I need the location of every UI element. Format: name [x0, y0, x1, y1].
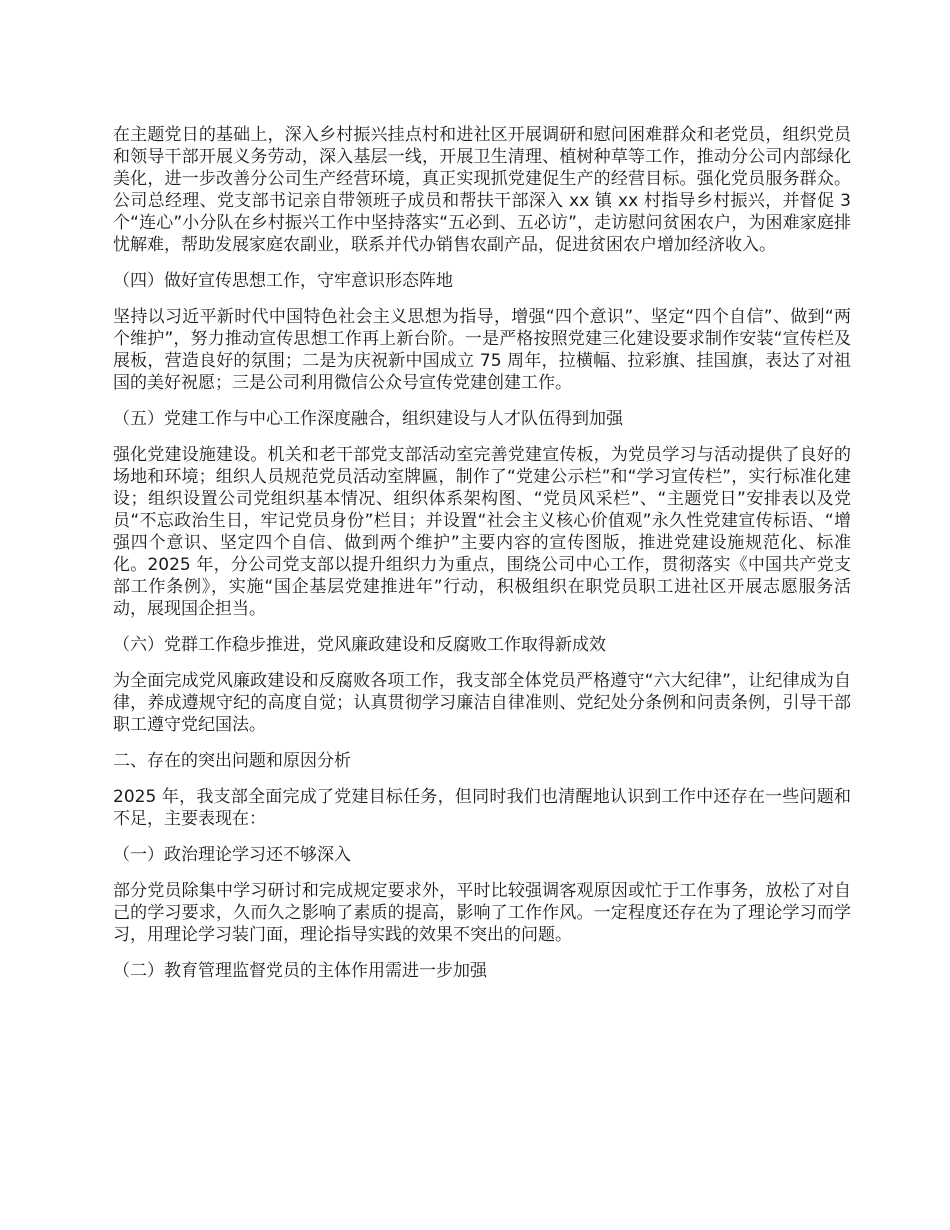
paragraph-theory-study: 部分党员除集中学习研讨和完成规定要求外，平时比较强调客观原因或忙于工作事务，放松了对自己的学习要求，久而久之影响了素质的提高，影响了工作作风。一定程度还存在为了理论学习而学习，用理论学习装门面，理论指导实践的效果不突出的问题。 — [113, 881, 851, 945]
paragraph-propaganda-work: 坚持以习近平新时代中国特色社会主义思想为指导，增强“四个意识”、坚定“四个自信”、做到“两个维护”，努力推动宣传思想工作再上新台阶。一是严格按照党建三化建设要求制作安装“宣传栏及展板，营造良好的氛围；二是为庆祝新中国成立 75 周年，拉横幅、拉彩旗、挂国旗，表达了对祖国的美好祝愿；三是公司利用微信公众号宣传党建创建工作。 — [113, 307, 851, 393]
paragraph-anti-corruption: 为全面完成党风廉政建设和反腐败各项工作，我支部全体党员严格遵守“六大纪律”，让纪律成为自律，养成遵规守纪的高度自觉；认真贯彻学习廉洁自律准则、党纪处分条例和问责条例，引导干部职工遵守党纪国法。 — [113, 671, 851, 735]
paragraph-party-facilities: 强化党建设施建设。机关和老干部党支部活动室完善党建宣传板，为党员学习与活动提供了良好的场地和环境；组织人员规范党员活动室牌匾，制作了“党建公示栏”和“学习宣传栏”，实行标准化建设；组织设置公司党组织基本情况、组织体系架构图、“党员风采栏”、“主题党日”安排表以及党员“不忘政治生日，牢记党员身份”栏目；并设置“社会主义核心价值观”永久性党建宣传标语、“增强四个意识、坚定四个自信、做到两个维护”主要内容的宣传图版，推进党建设施规范化、标准化。2025 年，分公司党支部以提升组织力为重点，围绕公司中心工作，贯彻落实《中国共产党支部工作条例》，实施“国企基层党建推进年”行动，积极组织在职党员职工进社区开展志愿服务活动，展现国企担当。 — [113, 445, 851, 619]
heading-problems-analysis: 二、存在的突出问题和原因分析 — [113, 751, 351, 771]
paragraph-rural-revitalization: 在主题党日的基础上，深入乡村振兴挂点村和进社区开展调研和慰问困难群众和老党员，组织党员和领导干部开展义务劳动，深入基层一线，开展卫生清理、植树种草等工作，推动分公司内部绿化美化，进一步改善分公司生产经营环境，真正实现抓党建促生产的经营目标。强化党员服务群众。公司总经理、党支部书记亲自带领班子成员和帮扶干部深入 xx 镇 xx 村指导乡村振兴，并督促 3 个“连心”小分队在乡村振兴工作中坚持落实“五必到、五必访”，走访慰问贫困农户，为困难家庭排忧解难，帮助发展家庭农副业，联系并代办销售农副产品，促进贫困农户增加经济收入。 — [113, 125, 851, 255]
document-page — [113, 124, 851, 996]
paragraph-problems-intro: 2025 年，我支部全面完成了党建目标任务，但同时我们也清醒地认识到工作中还存在一些问题和不足，主要表现在： — [113, 787, 851, 829]
heading-section-4: （四）做好宣传思想工作，守牢意识形态阵地 — [113, 271, 453, 291]
heading-section-6: （六）党群工作稳步推进，党风廉政建设和反腐败工作取得新成效 — [113, 635, 606, 655]
heading-problem-1: （一）政治理论学习还不够深入 — [113, 845, 351, 865]
heading-section-5: （五）党建工作与中心工作深度融合，组织建设与人才队伍得到加强 — [113, 409, 623, 429]
heading-problem-2: （二）教育管理监督党员的主体作用需进一步加强 — [113, 961, 487, 981]
